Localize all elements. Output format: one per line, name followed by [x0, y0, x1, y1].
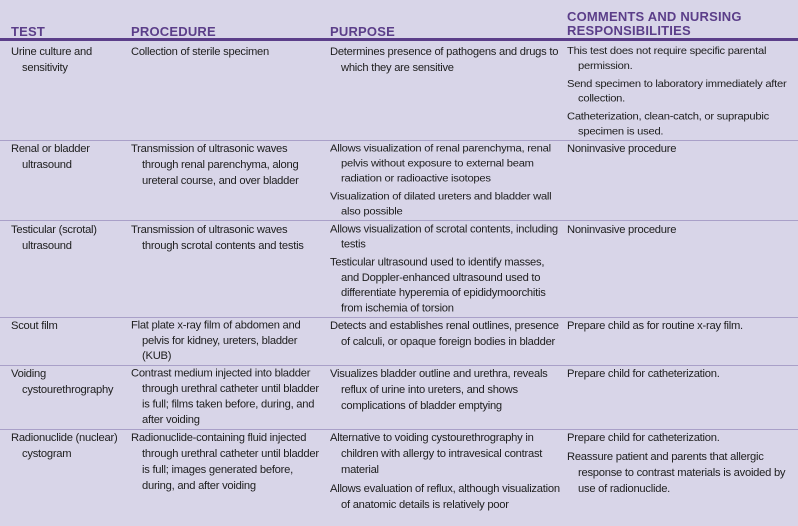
purpose-text: Allows visualization of scrotal contents, including testis — [330, 223, 558, 251]
comments-cell — [567, 366, 795, 382]
purpose-text: Determines presence of pathogens and drugs to which they are sensitive — [330, 46, 559, 74]
test-cell — [11, 430, 123, 462]
purpose-text: Allows evaluation of reflux, although visualization of anatomic details is relatively poor — [330, 483, 560, 511]
header-comments — [567, 10, 795, 38]
procedure-cell — [131, 430, 326, 494]
procedure-text: Contrast medium injected into bladder through urethral catheter until bladder is full; films taken before, during, and after voiding — [131, 367, 319, 427]
procedure-text: Flat plate x-ray film of abdomen and pelvis for kidney, ureters, bladder (KUB) — [131, 319, 301, 363]
comments-cell — [567, 44, 795, 139]
procedure-cell — [131, 366, 326, 428]
procedure-cell — [131, 141, 326, 189]
procedure-text: Transmission of ultrasonic waves through renal parenchyma, along ureteral course, and over bladder — [131, 143, 299, 187]
purpose-cell — [330, 366, 562, 414]
comment-text: This test does not require specific parental permission. — [567, 45, 767, 72]
purpose-cell — [330, 222, 562, 316]
purpose-cell — [330, 141, 562, 219]
purpose-text: Alternative to voiding cystourethrography in children with allergy to intravesical contrast material — [330, 432, 543, 476]
test-name: Radionuclide (nuclear) cystogram — [11, 432, 118, 460]
comment-text: Catheterization, clean-catch, or suprapubic specimen is used. — [567, 111, 769, 138]
comments-cell — [567, 222, 795, 238]
procedure-text: Radionuclide-containing fluid injected through urethral catheter until bladder is full; images generated before, during, and after voiding — [131, 432, 319, 492]
comments-cell — [567, 430, 795, 497]
purpose-text: Allows visualization of renal parenchyma, renal pelvis without exposure to external beam radiation or radioactive isotopes — [330, 142, 551, 185]
header-procedure: PROCEDURE — [131, 24, 216, 39]
test-cell — [11, 222, 123, 254]
procedure-cell — [131, 44, 326, 60]
comment-text: Prepare child for catheterization. — [567, 368, 720, 380]
test-cell — [11, 366, 123, 398]
table-row — [0, 220, 798, 318]
comment-text: Reassure patient and parents that allergic response to contrast materials is avoided by use of radionuclide. — [567, 451, 786, 495]
comment-text: Prepare child for catheterization. — [567, 432, 720, 444]
header-test: TEST — [11, 24, 46, 39]
comment-text: Send specimen to laboratory immediately after collection. — [567, 78, 787, 105]
test-name: Voiding cystourethrography — [11, 368, 114, 396]
test-name: Urine culture and sensitivity — [11, 46, 92, 74]
table-row — [0, 429, 798, 526]
purpose-cell — [330, 318, 562, 350]
test-cell — [11, 44, 123, 76]
table-row — [0, 140, 798, 221]
table-row — [0, 41, 798, 141]
header-comments-line-1: COMMENTS AND NURSING — [567, 9, 742, 24]
purpose-text: Detects and establishes renal outlines, presence of calculi, or opaque foreign bodies in bladder — [330, 320, 559, 348]
comment-text: Noninvasive procedure — [567, 224, 677, 236]
test-name: Scout film — [11, 320, 58, 332]
purpose-text: Testicular ultrasound used to identify masses, and Doppler-enhanced ultrasound used to differentiate hyperemia of epididymoorchitis from ischemia of torsion — [330, 257, 546, 315]
purpose-text: Visualizes bladder outline and urethra, reveals reflux of urine into ureters, and shows complications of bladder emptying — [330, 368, 548, 412]
test-name: Renal or bladder ultrasound — [11, 143, 90, 171]
procedure-text: Transmission of ultrasonic waves through scrotal contents and testis — [131, 224, 304, 252]
comment-text: Prepare child as for routine x-ray film. — [567, 320, 743, 332]
procedure-cell — [131, 318, 326, 364]
test-name: Testicular (scrotal) ultrasound — [11, 224, 97, 252]
procedure-text: Collection of sterile specimen — [131, 46, 270, 58]
test-cell — [11, 141, 123, 173]
table-row — [0, 317, 798, 366]
purpose-cell — [330, 430, 562, 513]
comments-cell — [567, 318, 795, 334]
comment-text: Noninvasive procedure — [567, 143, 677, 155]
purpose-text: Visualization of dilated ureters and bladder wall also possible — [330, 190, 552, 218]
header-purpose: PURPOSE — [330, 24, 395, 39]
table-row — [0, 365, 798, 430]
purpose-cell — [330, 44, 562, 76]
test-cell — [11, 318, 123, 334]
procedure-cell — [131, 222, 326, 254]
header-comments-line-2: RESPONSIBILITIES — [567, 23, 691, 38]
comments-cell — [567, 141, 795, 157]
table-header — [0, 0, 798, 41]
